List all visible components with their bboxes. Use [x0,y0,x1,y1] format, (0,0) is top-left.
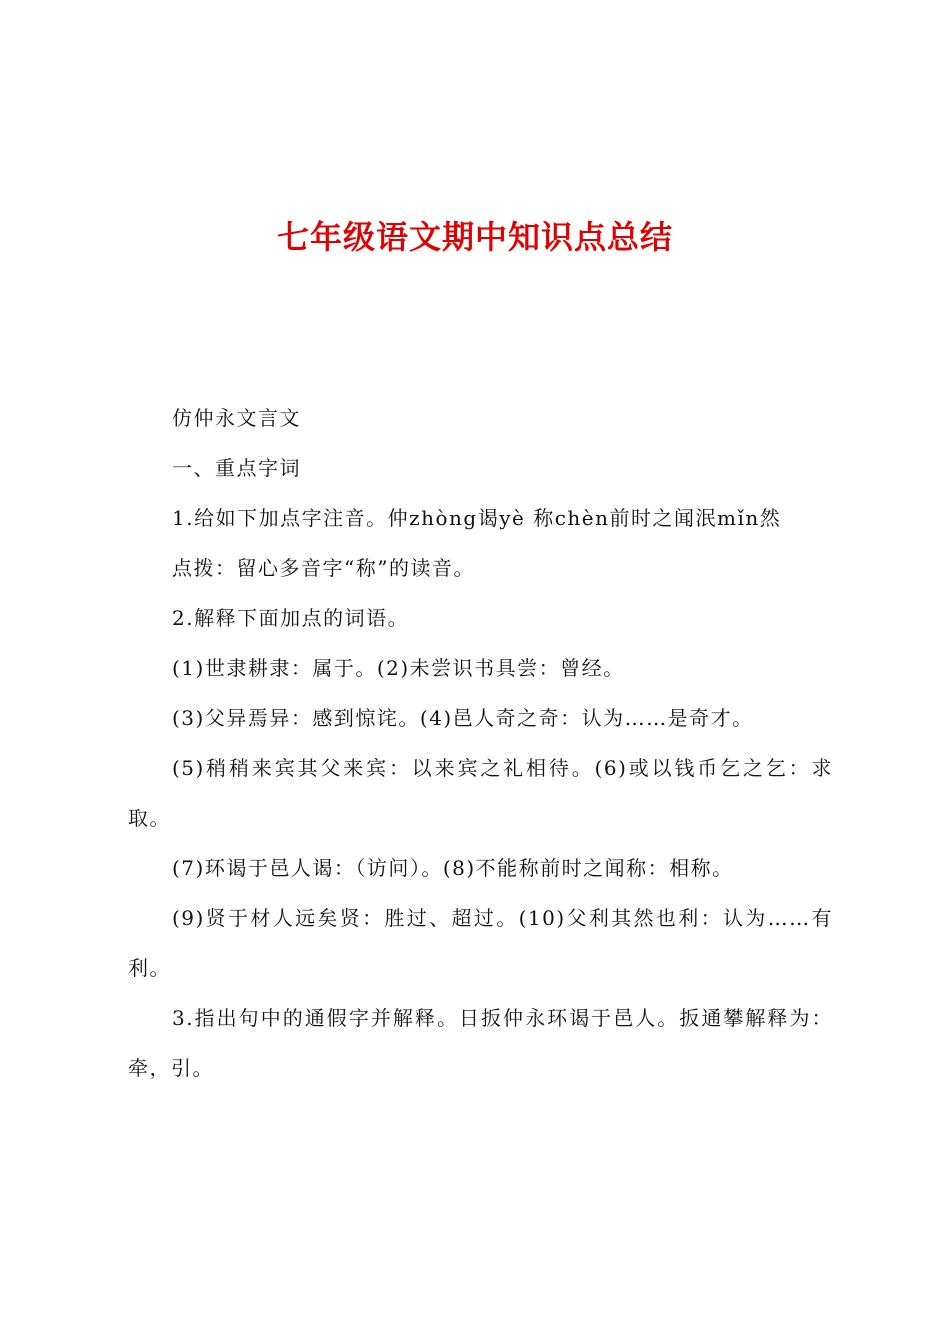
question-paragraph: 1.给如下加点字注音。仲zhòng谒yè 称chèn前时之闻泯mǐn然 [172,506,782,530]
answer-paragraph: (9)贤于材人远矣贤：胜过、超过。(10)父利其然也利：认为……有利。 [128,906,833,980]
subsection-heading: 一、重点字词 [172,456,301,480]
answer-paragraph: (1)世隶耕隶：属于。(2)未尝识书具尝：曾经。 [172,656,625,680]
document-body [128,393,833,1093]
answer-paragraph: (3)父异焉异：感到惊诧。(4)邑人奇之奇：认为……是奇才。 [172,706,754,730]
question-paragraph: 2.解释下面加点的词语。 [172,606,410,630]
answer-paragraph: (5)稍稍来宾其父来宾：以来宾之礼相待。(6)或以钱币乞之乞：求取。 [128,756,833,830]
hint-paragraph: 点拨：留心多音字“称”的读音。 [172,556,475,580]
answer-paragraph: (7)环谒于邑人谒：（访问）。(8)不能称前时之闻称：相称。 [172,856,734,880]
question-paragraph: 3.指出句中的通假字并解释。日扳仲永环谒于邑人。扳通攀解释为：牵，引。 [128,1006,833,1080]
document-title: 七年级语文期中知识点总结 [276,218,673,256]
section-heading: 仿仲永文言文 [172,406,301,430]
